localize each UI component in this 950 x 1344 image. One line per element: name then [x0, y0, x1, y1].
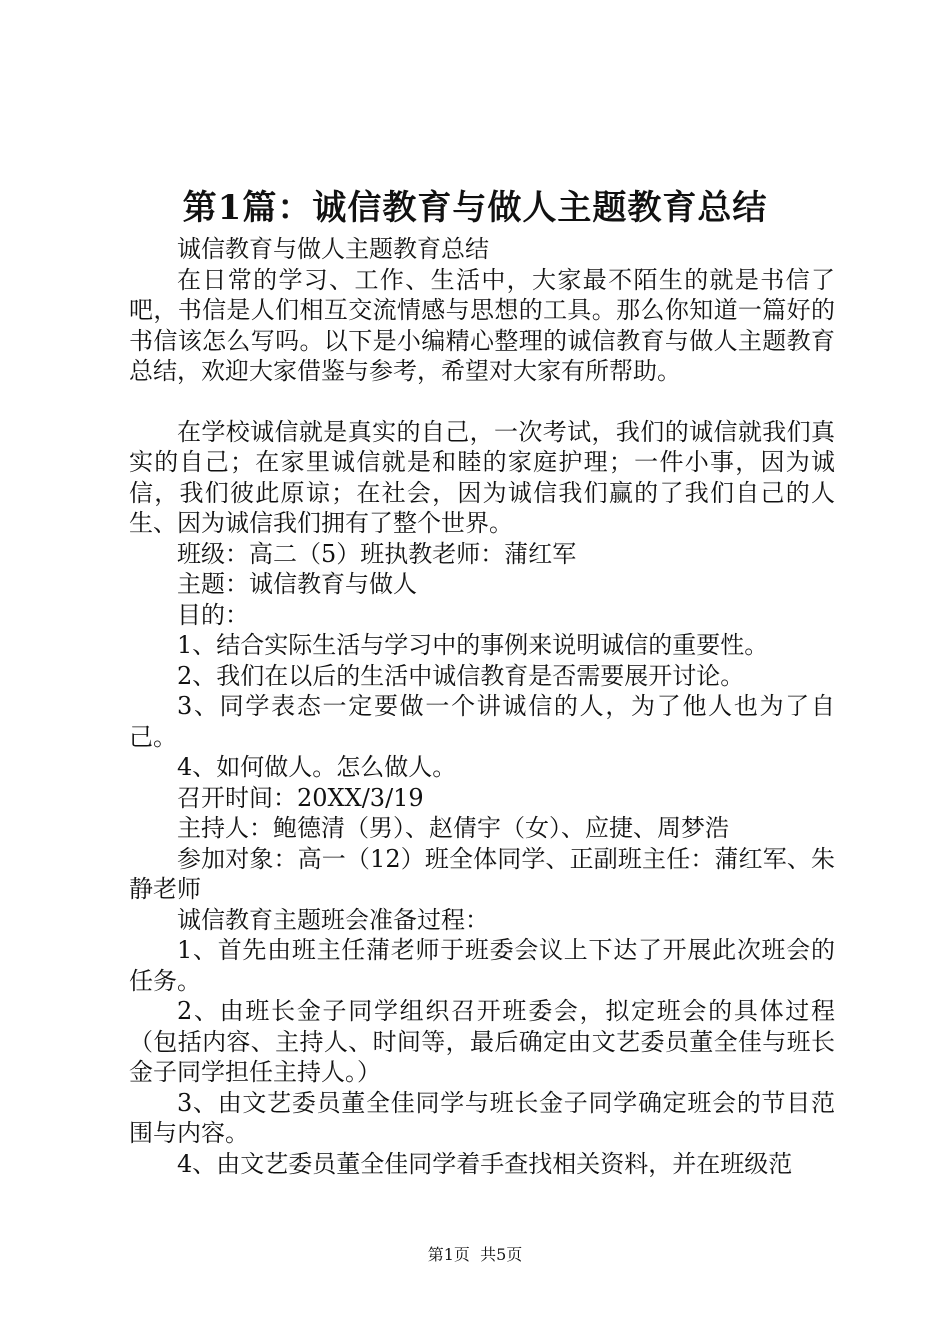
paragraph: 2、由班长金子同学组织召开班委会，拟定班会的具体过程（包括内容、主持人、时间等，最后确定由文艺委员董全佳与班长金子同学担任主持人。） — [129, 997, 835, 1086]
paragraph: 4、由文艺委员董全佳同学着手查找相关资料，并在班级范 — [177, 1149, 793, 1178]
paragraph: 参加对象：高一（12）班全体同学、正副班主任：蒲红军、朱静老师 — [129, 844, 835, 903]
paragraph: 在学校诚信就是真实的自己，一次考试，我们的诚信就我们真实的自己；在家里诚信就是和睦的家庭护理；一件小事，因为诚信，我们彼此原谅；在社会，因为诚信我们赢的了我们自己的人生、因为诚信我们拥有了整个世界。 — [129, 417, 835, 537]
paragraph: 在日常的学习、工作、生活中，大家最不陌生的就是书信了吧，书信是人们相互交流情感与思想的工具。那么你知道一篇好的书信该怎么写吗。以下是小编精心整理的诚信教育与做人主题教育总结，欢迎大家借鉴与参考，希望对大家有所帮助。 — [129, 265, 835, 385]
paragraph: 召开时间：20XX/3/19 — [177, 783, 424, 812]
page-number: 第1页 — [427, 1245, 470, 1264]
paragraph: 主题：诚信教育与做人 — [177, 570, 417, 598]
paragraph: 诚信教育主题班会准备过程： — [177, 905, 489, 934]
paragraph: 4、如何做人。怎么做人。 — [177, 753, 457, 781]
paragraph: 1、结合实际生活与学习中的事例来说明诚信的重要性。 — [177, 631, 769, 659]
document-body — [129, 234, 835, 1179]
paragraph: 目的： — [177, 600, 249, 629]
paragraph: 诚信教育与做人主题教育总结 — [177, 235, 489, 263]
paragraph: 2、我们在以后的生活中诚信教育是否需要展开讨论。 — [177, 661, 745, 690]
paragraph: 主持人：鲍德清（男）、赵倩宇（女）、应捷、周梦浩 — [177, 814, 729, 842]
document-title: 第1篇：诚信教育与做人主题教育总结 — [182, 188, 768, 228]
paragraph: 班级：高二（5）班执教老师：蒲红军 — [177, 539, 577, 568]
page-footer — [0, 1243, 950, 1267]
paragraph: 1、首先由班主任蒲老师于班委会议上下达了开展此次班会的任务。 — [129, 936, 835, 995]
page-total: 共5页 — [480, 1245, 523, 1264]
paragraph: 3、同学表态一定要做一个讲诚信的人，为了他人也为了自己。 — [129, 692, 835, 751]
paragraph: 3、由文艺委员董全佳同学与班长金子同学确定班会的节目范围与内容。 — [129, 1088, 835, 1147]
